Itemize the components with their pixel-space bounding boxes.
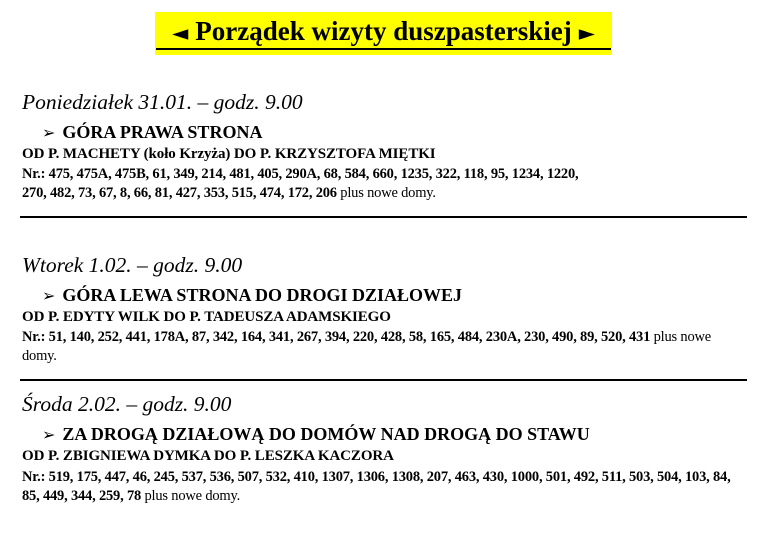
prev-arrow-icon[interactable]: ◄ [172, 20, 189, 45]
numbers-bold: 270, 482, 73, 67, 8, 66, 81, 427, 353, 515, 474, 172, 206 [22, 185, 337, 202]
page-title [155, 12, 612, 55]
area-line [22, 424, 745, 446]
house-numbers-line [22, 165, 745, 184]
route-range: OD P. EDYTY WILK DO P. TADEUSZA ADAMSKIEGO [22, 308, 391, 325]
area-title: GÓRA PRAWA STRONA [62, 121, 263, 142]
page-title-text: Porządek wizyty duszpasterskiej [195, 16, 572, 46]
section-divider [20, 216, 747, 218]
arrow-bullet-icon: ➢ [42, 425, 56, 445]
house-numbers-line [22, 468, 745, 487]
arrow-bullet-icon: ➢ [42, 122, 56, 142]
numbers-bold: Nr.: 519, 175, 447, 46, 245, 537, 536, 507, 532, 410, 1307, 1306, 1308, 207, 463, 430, 1000, 501, 492, 511, 503, 504, 103, 84, [22, 468, 731, 485]
numbers-regular: plus nowe domy. [144, 487, 241, 504]
route-range: OD P. ZBIGNIEWA DYMKA DO P. LESZKA KACZORA [22, 447, 394, 464]
date-heading: Środa 2.02. – godz. 9.00 [22, 392, 232, 417]
section-divider [20, 379, 747, 381]
house-numbers [22, 165, 745, 203]
area-line [22, 122, 745, 144]
area-title: ZA DROGĄ DZIAŁOWĄ DO DOMÓW NAD DROGĄ DO STAWU [62, 424, 590, 445]
house-numbers-line [22, 487, 745, 506]
page-header [22, 12, 745, 55]
visit-day-section-wednesday [22, 391, 745, 505]
numbers-bold: Nr.: 51, 140, 252, 441, 178A, 87, 342, 164, 341, 267, 394, 220, 428, 58, 165, 484, 230A, 230, 490, 89, 520, 431 [22, 329, 651, 346]
numbers-regular: plus nowe [653, 329, 711, 346]
numbers-bold: 85, 449, 344, 259, 78 [22, 487, 142, 504]
visit-day-section-monday [22, 89, 745, 203]
numbers-bold: Nr.: 475, 475A, 475B, 61, 349, 214, 481, 405, 290A, 68, 584, 660, 1235, 322, 118, 95, 1234, 1220, [22, 166, 579, 183]
route-range: OD P. MACHETY (koło Krzyża) DO P. KRZYSZTOFA MIĘTKI [22, 145, 436, 162]
next-arrow-icon[interactable]: ► [578, 20, 595, 45]
numbers-regular: domy. [22, 348, 57, 365]
arrow-bullet-icon: ➢ [42, 286, 56, 306]
house-numbers-line [22, 184, 745, 203]
date-heading: Poniedziałek 31.01. – godz. 9.00 [22, 90, 303, 115]
house-numbers-line [22, 328, 745, 347]
visit-day-section-tuesday [22, 252, 745, 366]
area-title: GÓRA LEWA STRONA DO DROGI DZIAŁOWEJ [62, 285, 462, 306]
house-numbers [22, 468, 745, 506]
area-line [22, 285, 745, 307]
house-numbers-line [22, 347, 745, 366]
house-numbers [22, 328, 745, 366]
date-heading: Wtorek 1.02. – godz. 9.00 [22, 253, 243, 278]
numbers-regular: plus nowe domy. [340, 185, 436, 202]
